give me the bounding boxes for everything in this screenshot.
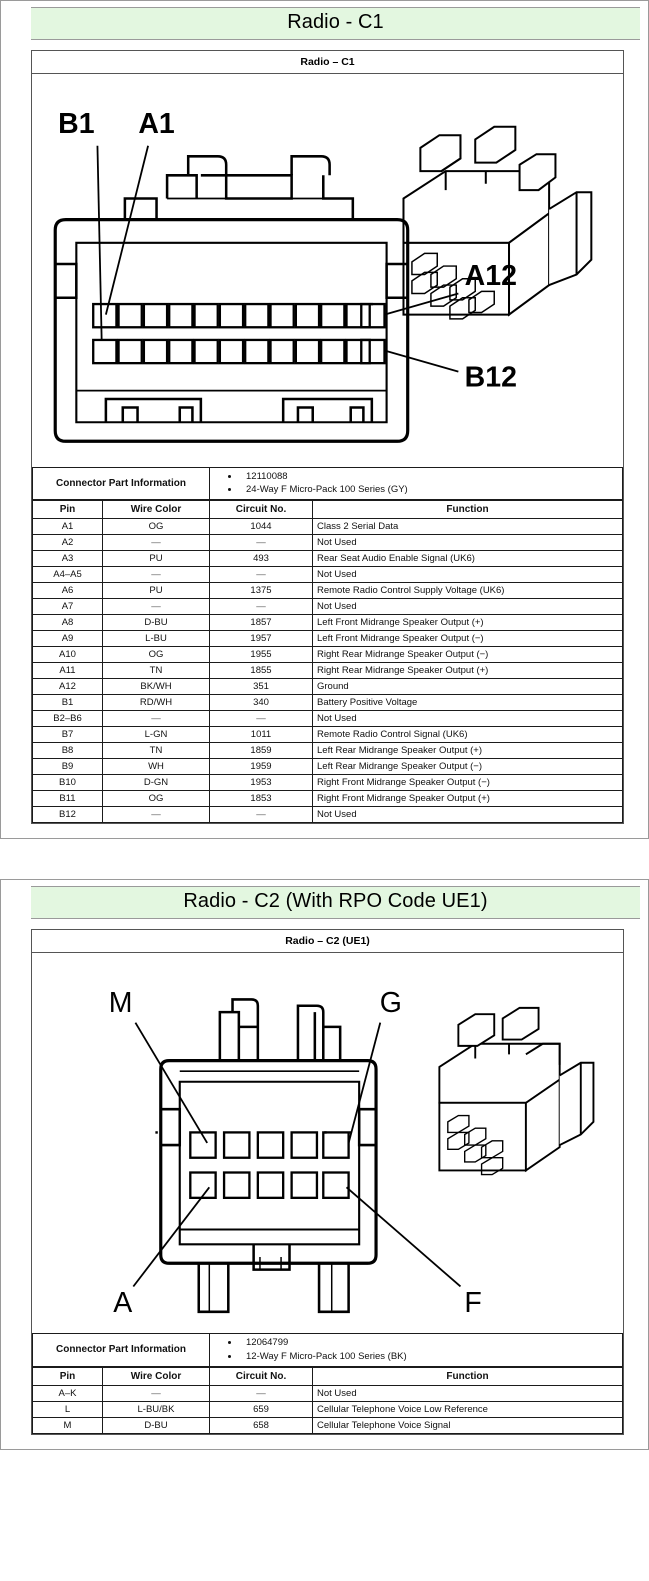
cell-wire-color: OG: [103, 519, 210, 535]
table-row: [33, 759, 623, 775]
cell-circuit-no: 1955: [210, 647, 313, 663]
cell-pin: A4–A5: [33, 567, 103, 583]
table-row: [33, 551, 623, 567]
cell-function: Right Front Midrange Speaker Output (−): [313, 775, 623, 791]
cell-circuit-no: —: [210, 807, 313, 823]
connector-description: • 24-Way F Micro-Pack 100 Series (GY): [240, 483, 618, 497]
cell-pin: A12: [33, 679, 103, 695]
column-header-pin: Pin: [33, 501, 103, 519]
connector-part-number: • 12110088: [240, 470, 618, 484]
cell-function: Left Rear Midrange Speaker Output (+): [313, 743, 623, 759]
cell-circuit-no: 1853: [210, 791, 313, 807]
callout-label-g: G: [379, 987, 402, 1020]
cell-function: Not Used: [313, 599, 623, 615]
connector-3d-view: [439, 1008, 593, 1175]
cell-wire-color: RD/WH: [103, 695, 210, 711]
table-row: [33, 567, 623, 583]
cell-pin: M: [33, 1417, 103, 1433]
cell-pin: B12: [33, 807, 103, 823]
cell-pin: B1: [33, 695, 103, 711]
cell-circuit-no: 659: [210, 1401, 313, 1417]
cell-wire-color: PU: [103, 551, 210, 567]
table-row: [33, 519, 623, 535]
connector-part-number: • 12064799: [240, 1336, 618, 1350]
cell-pin: B11: [33, 791, 103, 807]
column-header-function: Function: [313, 501, 623, 519]
cell-function: Right Front Midrange Speaker Output (+): [313, 791, 623, 807]
cell-circuit-no: —: [210, 535, 313, 551]
cell-function: Cellular Telephone Voice Low Reference: [313, 1401, 623, 1417]
table-row: [33, 791, 623, 807]
callout-label-m: M: [108, 987, 133, 1020]
table-row: [33, 727, 623, 743]
cell-pin: A8: [33, 615, 103, 631]
cell-pin: B7: [33, 727, 103, 743]
connector-part-info-row: [33, 1334, 623, 1367]
column-header-wire: Wire Color: [103, 501, 210, 519]
pin-table-header-row: [33, 1367, 623, 1385]
cell-pin: A6: [33, 583, 103, 599]
figure-title-radio-c1: Radio – C1: [32, 51, 623, 74]
cell-pin: B8: [33, 743, 103, 759]
connector-body-outline: [161, 1000, 376, 1312]
connector-part-info-row: [33, 467, 623, 500]
cell-circuit-no: —: [210, 1385, 313, 1401]
connector-part-info-label: Connector Part Information: [33, 1334, 210, 1367]
cell-pin: B10: [33, 775, 103, 791]
connector-part-info-label: Connector Part Information: [33, 467, 210, 500]
cell-wire-color: OG: [103, 791, 210, 807]
cell-pin: L: [33, 1401, 103, 1417]
connector-part-info-values: [210, 467, 623, 500]
cell-circuit-no: —: [210, 599, 313, 615]
connector-part-info-table-c2: [32, 1333, 623, 1367]
table-row: [33, 807, 623, 823]
table-row: [33, 695, 623, 711]
panel-body-radio-c1: [1, 40, 648, 838]
cell-function: Right Rear Midrange Speaker Output (−): [313, 647, 623, 663]
cell-wire-color: BK/WH: [103, 679, 210, 695]
figure-box-radio-c1: [31, 50, 624, 824]
cell-circuit-no: 658: [210, 1417, 313, 1433]
cell-function: Not Used: [313, 535, 623, 551]
cell-function: Rear Seat Audio Enable Signal (UK6): [313, 551, 623, 567]
cell-circuit-no: —: [210, 567, 313, 583]
cell-wire-color: —: [103, 711, 210, 727]
callout-label-b12: B12: [464, 361, 517, 394]
cell-function: Cellular Telephone Voice Signal: [313, 1417, 623, 1433]
cell-wire-color: —: [103, 599, 210, 615]
cell-wire-color: —: [103, 567, 210, 583]
callout-label-f: F: [464, 1286, 482, 1319]
table-row: [33, 775, 623, 791]
cell-circuit-no: 1959: [210, 759, 313, 775]
cell-function: Not Used: [313, 711, 623, 727]
cell-circuit-no: 340: [210, 695, 313, 711]
figure-box-radio-c2: [31, 929, 624, 1434]
cell-pin: A9: [33, 631, 103, 647]
cell-pin: B9: [33, 759, 103, 775]
pin-table-body-c2: [33, 1385, 623, 1433]
connector-part-info-table-c1: [32, 467, 623, 501]
table-row: [33, 1401, 623, 1417]
cell-function: Ground: [313, 679, 623, 695]
cell-wire-color: L-BU: [103, 631, 210, 647]
cell-pin: A1: [33, 519, 103, 535]
cell-circuit-no: 493: [210, 551, 313, 567]
panel-body-radio-c2: [1, 919, 648, 1448]
cell-function: Left Rear Midrange Speaker Output (−): [313, 759, 623, 775]
cell-circuit-no: 1855: [210, 663, 313, 679]
cell-pin: A7: [33, 599, 103, 615]
cell-function: Remote Radio Control Signal (UK6): [313, 727, 623, 743]
cell-circuit-no: 1857: [210, 615, 313, 631]
cell-wire-color: L-GN: [103, 727, 210, 743]
pin-table-header-row: [33, 501, 623, 519]
cell-wire-color: —: [103, 1385, 210, 1401]
cell-wire-color: OG: [103, 647, 210, 663]
connector-body-outline: [55, 156, 407, 441]
cell-function: Left Front Midrange Speaker Output (+): [313, 615, 623, 631]
cell-function: Battery Positive Voltage: [313, 695, 623, 711]
panel-title-radio-c1: Radio - C1: [31, 7, 640, 40]
table-row: [33, 1385, 623, 1401]
cell-wire-color: PU: [103, 583, 210, 599]
cell-circuit-no: 1044: [210, 519, 313, 535]
cell-circuit-no: 351: [210, 679, 313, 695]
cell-wire-color: D-GN: [103, 775, 210, 791]
cell-wire-color: —: [103, 807, 210, 823]
column-header-function: Function: [313, 1367, 623, 1385]
table-row: [33, 743, 623, 759]
panel-title-radio-c2: Radio - C2 (With RPO Code UE1): [31, 886, 640, 919]
connector-diagram-c2: [32, 953, 623, 1333]
cell-function: Left Front Midrange Speaker Output (−): [313, 631, 623, 647]
cell-circuit-no: 1953: [210, 775, 313, 791]
callout-label-a1: A1: [138, 108, 175, 141]
cell-circuit-no: 1375: [210, 583, 313, 599]
cell-function: Not Used: [313, 1385, 623, 1401]
panel-divider-c2: [1, 1449, 648, 1450]
cell-function: Remote Radio Control Supply Voltage (UK6): [313, 583, 623, 599]
cell-pin: B2–B6: [33, 711, 103, 727]
column-header-circuit: Circuit No.: [210, 501, 313, 519]
cell-wire-color: D-BU: [103, 615, 210, 631]
pin-table-c1: [32, 500, 623, 823]
column-header-pin: Pin: [33, 1367, 103, 1385]
connector-description: • 12-Way F Micro-Pack 100 Series (BK): [240, 1350, 618, 1364]
cell-wire-color: D-BU: [103, 1417, 210, 1433]
pin-table-body-c1: [33, 519, 623, 823]
table-row: [33, 711, 623, 727]
panel-radio-c2: [0, 879, 649, 1449]
callout-label-a: A: [113, 1286, 133, 1319]
cell-wire-color: WH: [103, 759, 210, 775]
connector-diagram-c1: [32, 74, 623, 467]
column-header-wire: Wire Color: [103, 1367, 210, 1385]
pin-cavity-grid: [93, 304, 384, 363]
connector-part-info-values: [210, 1334, 623, 1367]
table-row: [33, 647, 623, 663]
table-row: [33, 535, 623, 551]
cell-wire-color: TN: [103, 743, 210, 759]
cell-pin: A2: [33, 535, 103, 551]
pin-table-c2: [32, 1367, 623, 1434]
cell-circuit-no: —: [210, 711, 313, 727]
callout-label-b1: B1: [58, 108, 95, 141]
table-row: [33, 1417, 623, 1433]
cell-function: Not Used: [313, 567, 623, 583]
table-row: [33, 679, 623, 695]
cell-wire-color: TN: [103, 663, 210, 679]
table-row: [33, 663, 623, 679]
table-row: [33, 599, 623, 615]
pin-cavity-grid: [190, 1133, 348, 1198]
cell-circuit-no: 1957: [210, 631, 313, 647]
cell-circuit-no: 1859: [210, 743, 313, 759]
table-row: [33, 631, 623, 647]
callout-label-a12: A12: [464, 260, 517, 293]
table-row: [33, 615, 623, 631]
cell-wire-color: —: [103, 535, 210, 551]
figure-title-radio-c2: Radio – C2 (UE1): [32, 930, 623, 953]
cell-wire-color: L-BU/BK: [103, 1401, 210, 1417]
panel-gap: [0, 839, 649, 879]
cell-pin: A10: [33, 647, 103, 663]
cell-circuit-no: 1011: [210, 727, 313, 743]
cell-pin: A11: [33, 663, 103, 679]
cell-function: Class 2 Serial Data: [313, 519, 623, 535]
cell-pin: A3: [33, 551, 103, 567]
cell-function: Right Rear Midrange Speaker Output (+): [313, 663, 623, 679]
column-header-circuit: Circuit No.: [210, 1367, 313, 1385]
table-row: [33, 583, 623, 599]
cell-pin: A–K: [33, 1385, 103, 1401]
cell-function: Not Used: [313, 807, 623, 823]
